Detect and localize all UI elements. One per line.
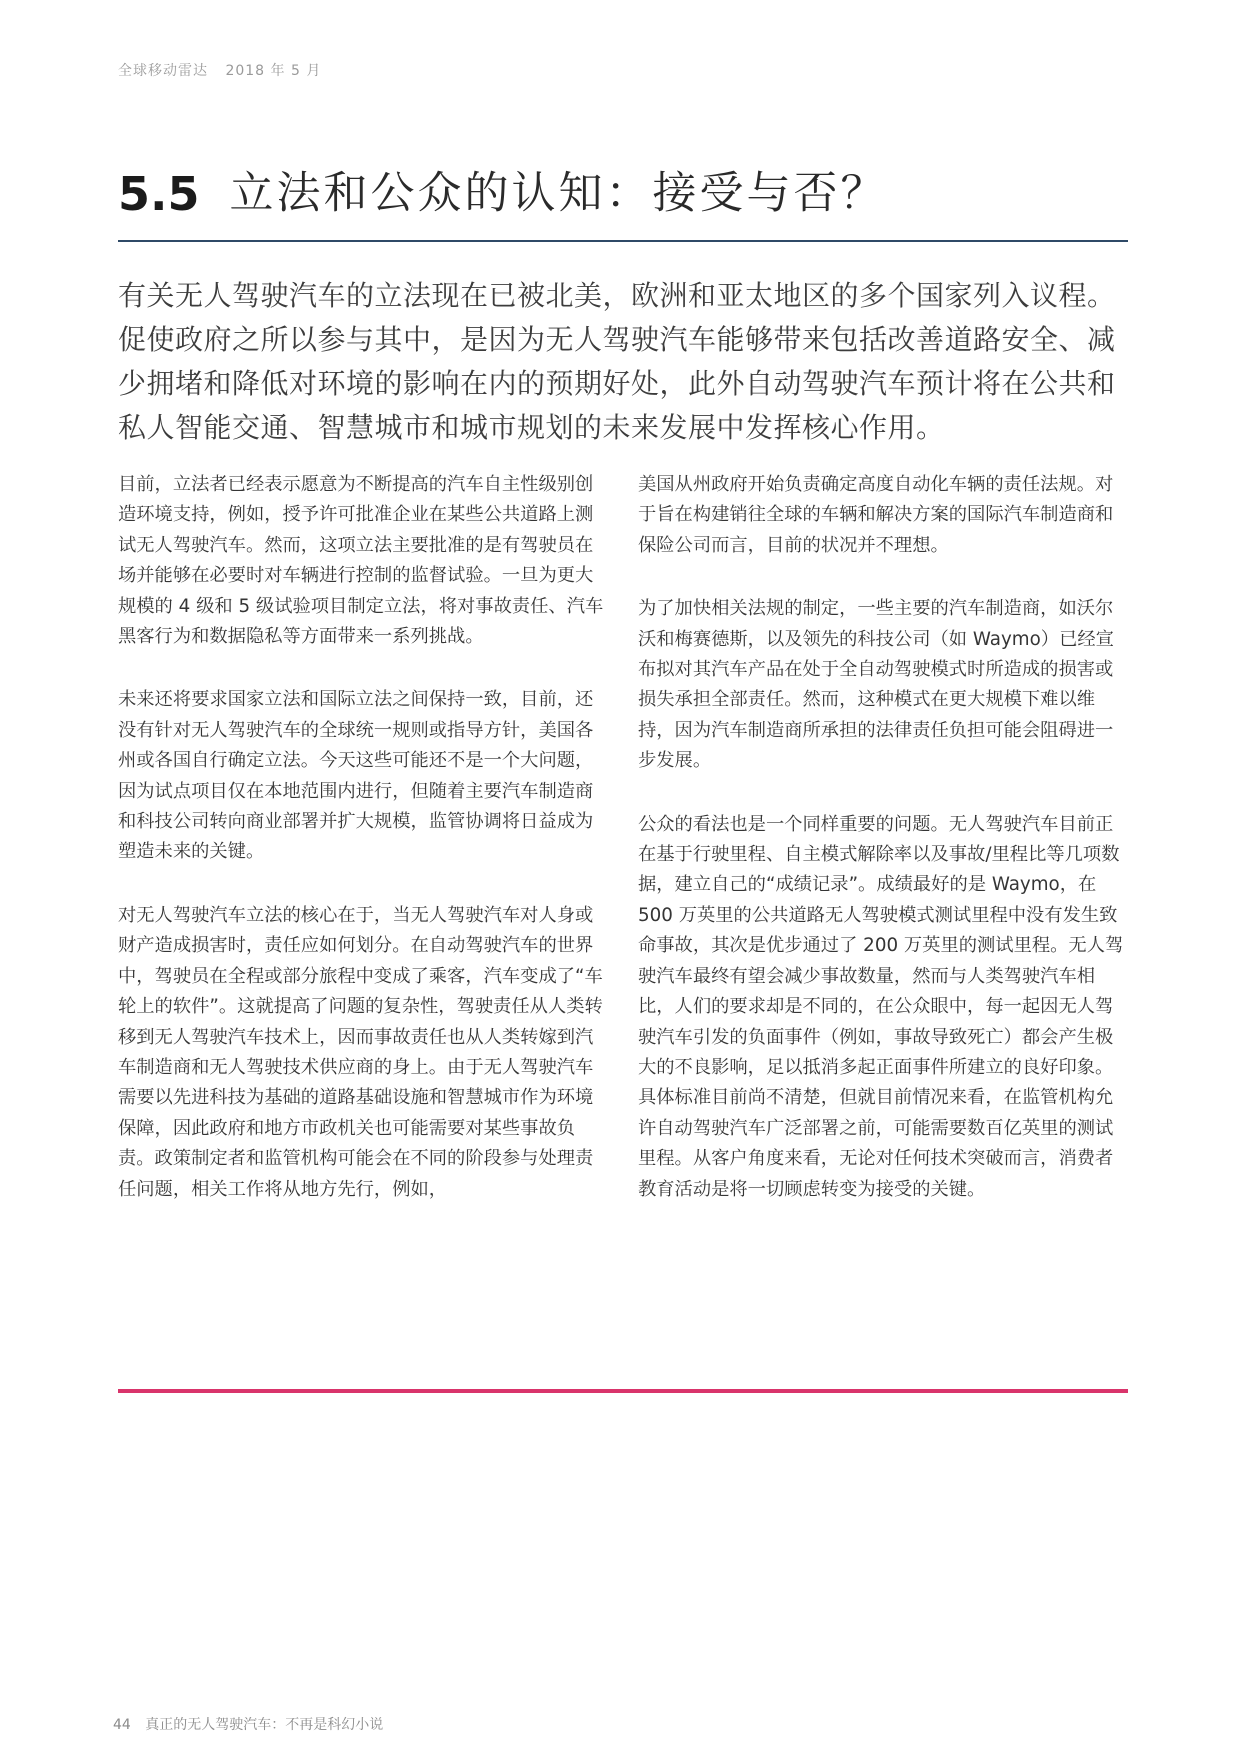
publication-name: 全球移动雷达 (118, 63, 208, 79)
document-title: 真正的无人驾驶汽车：不再是科幻小说 (145, 1717, 384, 1733)
page-number: 44 (113, 1717, 131, 1733)
page-footer (113, 1714, 383, 1734)
section-number: 5.5 (118, 166, 200, 221)
running-header (118, 60, 321, 80)
body-paragraph: 公众的看法也是一个同样重要的问题。无人驾驶汽车目前正在基于行驶里程、自主模式解除率以及事故/里程比等几项数据，建立自己的“成绩记录”。成绩最好的是 Waymo，在 500 万英里的公共道路无人驾驶模式测试里程中没有发生致命事故，其次是优步通过了 200 万英里的测试里程。无人驾驶汽车最终有望会减少事故数量，然而与人类驾驶汽车相比，人们的要求却是不同的，在公众眼中，每一起因无人驾驶汽车引发的负面事件（例如，事故导致死亡）都会产生极大的不良影响，足以抵消多起正面事件所建立的良好印象。具体标准目前尚不清楚，但就目前情况来看，在监管机构允许自动驾驶汽车广泛部署之前，可能需要数百亿英里的测试里程。从客户角度来看，无论对任何技术突破而言，消费者教育活动是将一切顾虑转变为接受的关键。 (638, 813, 1124, 1200)
body-paragraph: 美国从州政府开始负责确定高度自动化车辆的责任法规。对于旨在构建销往全球的车辆和解决方案的国际汽车制造商和保险公司而言，目前的状况并不理想。 (638, 474, 1114, 556)
body-paragraph: 为了加快相关法规的制定，一些主要的汽车制造商，如沃尔沃和梅赛德斯，以及领先的科技公司（如 Waymo）已经宣布拟对其汽车产品在处于全自动驾驶模式时所造成的损害或损失承担全部责任。然而，这种模式在更大规模下难以维持，因为汽车制造商所承担的法律责任负担可能会阻碍进一步发展。 (638, 598, 1114, 772)
section-title: 立法和公众的认知：接受与否？ (229, 167, 888, 219)
section-end-divider (118, 1389, 1128, 1393)
body-paragraph: 对无人驾驶汽车立法的核心在于，当无人驾驶汽车对人身或财产造成损害时，责任应如何划分。在自动驾驶汽车的世界中，驾驶员在全程或部分旅程中变成了乘客，汽车变成了“车轮上的软件”。这就提高了问题的复杂性，驾驶责任从人类转移到无人驾驶汽车技术上，因而事故责任也从人类转嫁到汽车制造商和无人驾驶技术供应商的身上。由于无人驾驶汽车需要以先进科技为基础的道路基础设施和智慧城市作为环境保障，因此政府和地方市政机关也可能需要对某些事故负责。政策制定者和监管机构可能会在不同的阶段参与处理责任问题，相关工作将从地方先行，例如， (118, 904, 603, 1200)
right-column (638, 470, 1128, 1238)
lead-paragraph: 有关无人驾驶汽车的立法现在已被北美，欧洲和亚太地区的多个国家列入议程。促使政府之所以参与其中，是因为无人驾驶汽车能够带来包括改善道路安全、减少拥堵和降低对环境的影响在内的预期好处，此外自动驾驶汽车预计将在公共和私人智能交通、智慧城市和城市规划的未来发展中发挥核心作用。 (118, 279, 1116, 444)
publication-date: 2018 年 5 月 (225, 63, 322, 79)
heading-divider (118, 240, 1128, 242)
left-column (118, 470, 608, 1238)
section-heading (118, 163, 1128, 223)
body-paragraph: 目前，立法者已经表示愿意为不断提高的汽车自主性级别创造环境支持，例如，授予许可批准企业在某些公共道路上测试无人驾驶汽车。然而，这项立法主要批准的是有驾驶员在场并能够在必要时对车辆进行控制的监督试验。一旦为更大规模的 4 级和 5 级试验项目制定立法，将对事故责任、汽车黑客行为和数据隐私等方面带来一系列挑战。 (118, 474, 604, 648)
body-paragraph: 未来还将要求国家立法和国际立法之间保持一致，目前，还没有针对无人驾驶汽车的全球统一规则或指导方针，美国各州或各国自行确定立法。今天这些可能还不是一个大问题，因为试点项目仅在本地范围内进行，但随着主要汽车制造商和科技公司转向商业部署并扩大规模，监管协调将日益成为塑造未来的关键。 (118, 689, 594, 863)
